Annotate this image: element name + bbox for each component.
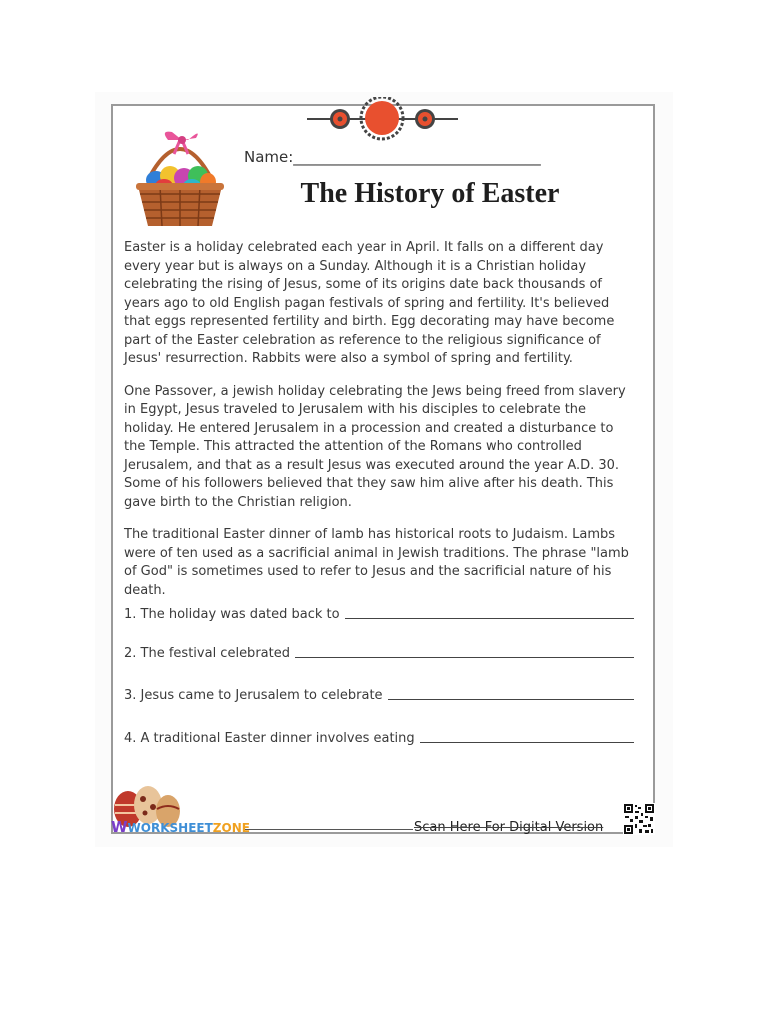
answer-line-2[interactable] [295, 656, 634, 658]
question-label: 3. Jesus came to Jerusalem to celebrate [124, 688, 383, 703]
logo-mark: W [111, 818, 128, 836]
footer-divider [245, 829, 413, 830]
scan-text: Scan Here For Digital Version [414, 820, 604, 835]
question-3 [124, 688, 634, 703]
paragraph-origins: Easter is a holiday celebrated each year in April. It falls on a different day every year but is always on a Sunday. Although it is a Christian holiday celebrating the rising of Jesus, some of its origins date back thousands of years ago to old English pagan festivals of spring and fertility. It's believed that eggs represented fertility and birth. Egg decorating may have become part of the Easter celebration as reference to the religious significance of Jesus' resurrection. Rabbits were also a symbol of spring and fertility. [124, 240, 615, 366]
answer-line-3[interactable] [388, 698, 634, 700]
question-4 [124, 731, 634, 746]
question-1 [124, 607, 634, 622]
qr-code-icon[interactable] [623, 803, 655, 835]
article-body [124, 239, 636, 614]
flower-ornament-icon [305, 97, 460, 141]
page-title: The History of Easter [300, 178, 560, 209]
worksheetzone-logo[interactable] [111, 818, 250, 836]
question-label: 4. A traditional Easter dinner involves eating [124, 731, 415, 746]
answer-line-4[interactable] [420, 741, 634, 743]
easter-basket-icon [130, 128, 230, 230]
question-2 [124, 646, 634, 661]
name-field[interactable]: Name:_________________________________ [244, 148, 541, 166]
question-label: 2. The festival celebrated [124, 646, 290, 661]
paragraph-dinner: The traditional Easter dinner of lamb has historical roots to Judaism. Lambs were of ten used as a sacrificial animal in Jewish traditions. The phrase "lamb of God" is sometimes used to refer to Jesus and the sacrificial nature of his death. [124, 527, 629, 598]
answer-line-1[interactable] [345, 617, 634, 619]
logo-zone: ZONE [212, 821, 250, 835]
question-label: 1. The holiday was dated back to [124, 607, 340, 622]
paragraph-passover: One Passover, a jewish holiday celebrating the Jews being freed from slavery in Egypt, Jesus traveled to Jerusalem with his disciples to celebrate the holiday. He entered Jerusalem in a procession and created a disturbance to the Temple. This attracted the attention of the Romans who controlled Jerusalem, and that as a result Jesus was executed around the year A.D. 30. Some of his followers believed that they saw him alive after his death. This gave birth to the Christian religion. [124, 383, 626, 510]
logo-worksheet: WORKSHEET [127, 821, 213, 835]
